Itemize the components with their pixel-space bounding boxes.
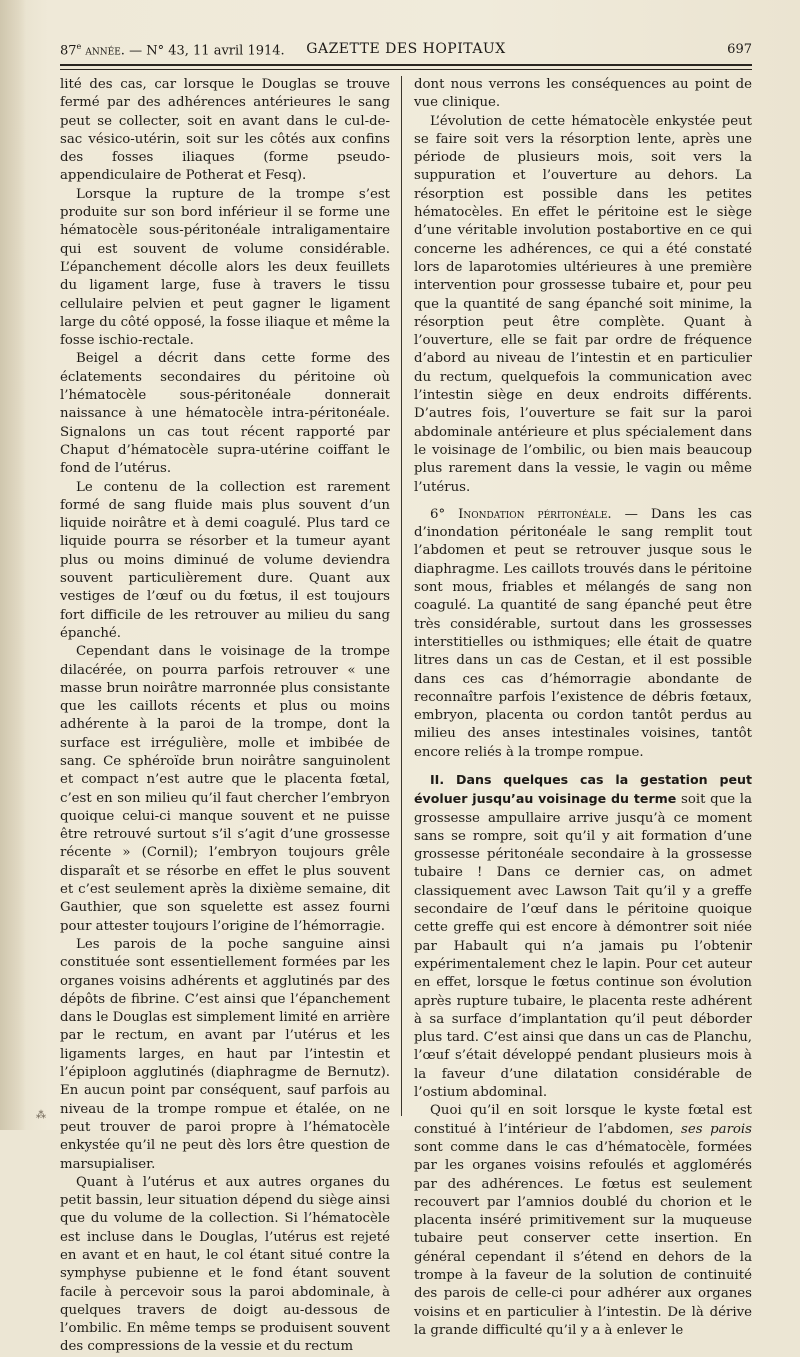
paragraph: Quant à l’utérus et aux autres organes du petit bassin, leur situation dépend du siège ainsi que du volume de la collection. Si l’hématocèle est incluse dans le Douglas, l’utérus est rejeté en avant et en haut, le col étant situé contre la symphyse pubienne et le fond étant souvent facile à percevoir sous la paroi abdominale, à quelques travers de doigt au-dessous de l’ombilic. En même temps se produisent souvent des compressions de la vessie et du rectum [60,1174,390,1355]
paragraph: Lorsque la rupture de la trompe s’est produite sur son bord inférieur il se forme une hématocèle sous-péritonéale intraligamentaire qui est souvent de volume considérable. L’épanchement décolle alors les deux feuillets du ligament large, fuse à travers le tissu cellulaire pelvien et peut gagner le ligament large du côté opposé, la fosse iliaque et même la fosse ischio-rectale. [60,186,390,349]
header-rule [60,64,752,66]
paragraph: II. Dans quelques cas la gestation peut évoluer jusqu’au voisinage du terme soit que la grossesse ampullaire arrive jusqu’à ce moment sans se rompre, soit qu’il y ait formation d’une grossesse péritonéale secondaire à la grossesse tubaire ! Dans ce dernier cas, on admet classiquement avec Lawson Tait qu’il y a greffe secondaire de l’œuf dans le péritoine quoique cette greffe qui est encore à démontrer soit niée par Habault qui n’a jamais pu l’obtenir expérimentalement chez le lapin. Pour cet auteur en effet, lorsque le fœtus continue son évolution après rupture tubaire, le placenta reste adhérent à sa surface d’implantation qu’il peut déborder plus tard. C’est ainsi que dans un cas de Planchu, l’œuf s’était développé pendant plusieurs mois à la faveur d’une dilatation considérable de l’ostium abdominal. [414,771,752,1101]
binding-gutter [0,0,26,1130]
running-header [60,40,752,62]
paragraph: lité des cas, car lorsque le Douglas se trouve fermé par des adhérences antérieures le sang peut se collecter, soit en avant dans le cul-de-sac vésico-utérin, soit sur les côtés aux confins des fosses iliaques (forme pseudo-appendiculaire de Potherat et Fesq). [60,77,390,184]
margin-mark: ⁂ [36,1110,46,1121]
paragraph: Cependant dans le voisinage de la trompe dilacérée, on pourra parfois retrouver « une masse brun noirâtre marronnée plus consistante que les caillots récents et plus ou moins adhérente à la paroi de la trompe, dont la surface est irrégulière, molle et imbibée de sang. Ce sphéroïde brun noirâtre sanguinolent et compact n’est autre que le placenta fœtal, c’est en son milieu qu’il faut chercher l’embryon quoique celui-ci manque souvent et ne puisse être retrouvé surtout s’il s’agit d’une grossesse récente » (Cornil); l’embryon toujours grêle disparaît et se résorbe en effet le plus souvent et c’est seulement après la dixième semaine, dit Gauthier, que son squelette est assez fourni pour attester toujours l’origine de l’hémorragie. [60,644,390,934]
section-heading: II. Dans quelques cas la gestation peut évoluer jusqu’au voisinage du terme [414,771,752,807]
paragraph: Beigel a décrit dans cette forme des éclatements secondaires du péritoine où l’hématocèle sous-péritonéale donnerait naissance à une hématocèle intra-péritonéale. Signalons un cas tout récent rapporté par Chaput d’hématocèle supra-utérine coiffant le fond de l’utérus. [60,351,390,477]
paragraph: L’évolution de cette hématocèle enkystée peut se faire soit vers la résorption lente, après une période de plusieurs mois, soit vers la suppuration et l’ouverture au dehors. La résorption est possible dans les petites hématocèles. En effet le péritoine est le siège d’une véritable involution postabortive en ce qui concerne les adhérences, ce qui a été constaté lors de laparotomies ultérieures à une première intervention pour grossesse tubaire et, pour peu que la quantité de sang épanché soit minime, la résorption peut être complète. Quant à l’ouverture, elle se fait par ordre de fréquence d’abord au niveau de l’intestin et en particulier du rectum, quelquefois la communication avec l’intestin siège en deux endroits différents. D’autres fois, l’ouverture se fait sur la paroi abdominale antérieure et plus spécialement dans le voisinage de l’ombilic, ou bien mais beaucoup plus rarement dans la vessie, le vagin ou même l’utérus. [414,113,752,495]
paragraph: dont nous verrons les conséquences au point de vue clinique. [414,77,752,111]
issue-info: 87e année. — N° 43, 11 avril 1914. [60,42,285,59]
paragraph: Le contenu de la collection est rarement formé de sang fluide mais plus souvent d’un liquide noirâtre et à demi coagulé. Plus tard ce liquide pourra se résorber et la tumeur ayant plus ou moins diminué de volume deviendra souvent particulièrement dure. Quant aux vestiges de l’œuf ou du fœtus, il est toujours fort difficile de les retrouver au milieu du sang épanché. [60,479,390,641]
page-number: 697 [727,42,752,57]
journal-title: GAZETTE DES HOPITAUX [306,41,506,57]
column-divider [401,76,402,1116]
paragraph: Quoi qu’il en soit lorsque le kyste fœtal est constitué à l’intérieur de l’abdomen, ses parois sont comme dans le cas d’hématocèle, formées par les organes voisins refoulés et agglomérés par des adhérences. Le fœtus est seulement recouvert par l’amnios doublé du chorion et le placenta inséré primitivement sur la muqueuse tubaire peut conserver cette insertion. En général cependant il s’étend en dehors de la trompe à la faveur de la solution de continuité des parois de celle-ci pour adhérer aux organes voisins et en particulier à l’intestin. De là dérive la grande difficulté qu’il y a à enlever le [414,1103,753,1338]
section-heading: 6° Inondation péritonéale. [430,506,612,522]
paragraph: Les parois de la poche sanguine ainsi constituée sont essentiellement formées par les organes voisins adhérents et agglutinés par des dépôts de fibrine. C’est ainsi que l’épanchement dans le Douglas est simplement limité en arrière par le rectum, en avant par l’utérus et les ligaments larges, en haut par l’intestin et l’épiploon agglutinés (diaphragme de Bernutz). En aucun point par conséquent, sauf parfois au niveau de la trompe rompue et étalée, on ne peut trouver de paroi propre à l’hématocèle enkystée qu’il ne peut dès lors être question de marsupialiser. [60,936,390,1172]
paragraph: 6° Inondation péritonéale. — Dans les cas d’inondation péritonéale le sang remplit tout l’abdomen et peut se retrouver jusque sous le diaphragme. Les caillots trouvés dans le péritoine sont mous, friables et mélangés de sang non coagulé. La quantité de sang épanché peut être très considérable, surtout dans les grossesses interstitielles ou isthmiques; elle était de quatre litres dans un cas de Cestan, et il est possible dans ces cas d’hémorragie abondante de reconnaître parfois l’existence de débris fœtaux, embryon, placenta ou cordon tantôt perdus au milieu des anses intestinales voisines, tantôt encore reliés à la trompe rompue. [414,506,752,760]
left-column [60,76,390,1355]
header-rule-thin [60,69,752,70]
right-column [414,76,753,1338]
